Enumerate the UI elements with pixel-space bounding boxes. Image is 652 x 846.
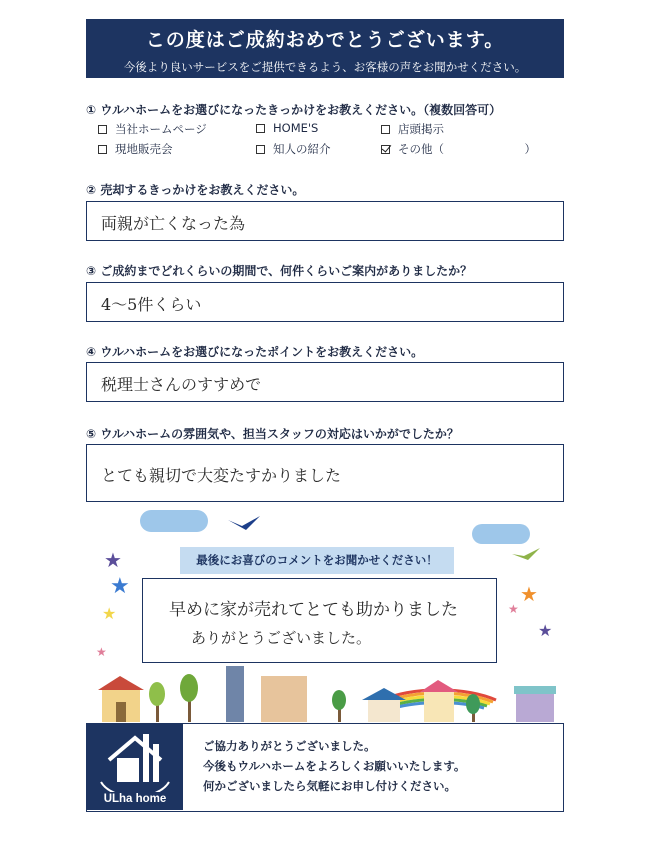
star-icon: ★ <box>520 582 538 606</box>
option-label: HOME'S <box>273 121 319 135</box>
checkbox[interactable] <box>256 124 265 133</box>
answer-box-4[interactable] <box>86 362 564 402</box>
cloud-illustration <box>472 524 530 544</box>
answer-5: とても親切で大変たすかりました <box>101 466 342 485</box>
question-3: ③ ご成約までどれくらいの期間で、何件くらいご案内がありましたか？ <box>86 264 473 278</box>
star-icon: ★ <box>110 574 130 599</box>
town-illustration <box>86 666 564 724</box>
footer-line-2: 今後もウルハホームをよろしくお願いいたします。 <box>203 759 466 773</box>
checkbox[interactable] <box>381 125 390 134</box>
option-homepage[interactable] <box>98 121 207 137</box>
star-icon: ★ <box>508 602 519 616</box>
option-label: 知人の紹介 <box>273 142 331 156</box>
question-1: ① ウルハホームをお選びになったきっかけをお教えください。（複数回答可） <box>86 103 502 117</box>
option-label: 現地販売会 <box>115 142 173 156</box>
cloud-illustration <box>140 510 208 532</box>
checkbox[interactable] <box>256 145 265 154</box>
star-icon: ★ <box>102 604 117 623</box>
option-other[interactable] <box>381 141 536 157</box>
footer <box>86 723 564 812</box>
star-icon: ★ <box>96 645 107 659</box>
comment-box[interactable] <box>142 578 497 663</box>
comment-title: 最後にお喜びのコメントをお聞かせください！ <box>180 547 454 574</box>
option-referral[interactable] <box>256 141 331 157</box>
header-title: この度はご成約おめでとうございます。 <box>145 29 505 51</box>
option-label: 店頭掲示 <box>398 122 444 136</box>
answer-box-3[interactable] <box>86 282 564 322</box>
answer-box-2[interactable] <box>86 201 564 241</box>
answer-box-5[interactable] <box>86 444 564 502</box>
checkbox[interactable] <box>98 145 107 154</box>
comment-line-2: ありがとうございました。 <box>191 629 372 647</box>
option-homes[interactable] <box>256 121 318 135</box>
header-subtitle: 今後より良いサービスをご提供できるよう、お客様の声をお聞かせください。 <box>123 60 527 74</box>
option-store[interactable] <box>381 121 444 137</box>
checkbox[interactable] <box>98 125 107 134</box>
checkbox-checked[interactable] <box>381 145 390 154</box>
footer-line-1: ご協力ありがとうございました。 <box>203 739 376 753</box>
answer-3: 4〜5件くらい <box>101 295 202 314</box>
bird-illustration <box>226 514 262 534</box>
bird-illustration <box>510 546 542 562</box>
option-open-house[interactable] <box>98 141 173 157</box>
option-label: その他（ ） <box>398 142 536 156</box>
comment-line-1: 早めに家が売れてとても助かりました <box>169 600 458 620</box>
logo-text: ULha home <box>103 793 167 805</box>
star-icon: ★ <box>538 621 553 640</box>
star-icon: ★ <box>104 548 122 572</box>
footer-line-3: 何かございましたら気軽にお申し付けください。 <box>203 779 456 793</box>
company-logo[interactable] <box>87 724 183 810</box>
question-2: ② 売却するきっかけをお教えください。 <box>86 183 305 197</box>
answer-2: 両親が亡くなった為 <box>101 214 246 233</box>
footer-message <box>203 736 465 796</box>
house-logo-icon <box>87 724 183 792</box>
question-5: ⑤ ウルハホームの雰囲気や、担当スタッフの対応はいかがでしたか？ <box>86 427 459 441</box>
answer-4: 税理士さんのすすめで <box>101 375 262 394</box>
survey-header <box>86 19 564 78</box>
option-label: 当社ホームページ <box>115 122 207 136</box>
question-4: ④ ウルハホームをお選びになったポイントをお教えください。 <box>86 345 424 359</box>
